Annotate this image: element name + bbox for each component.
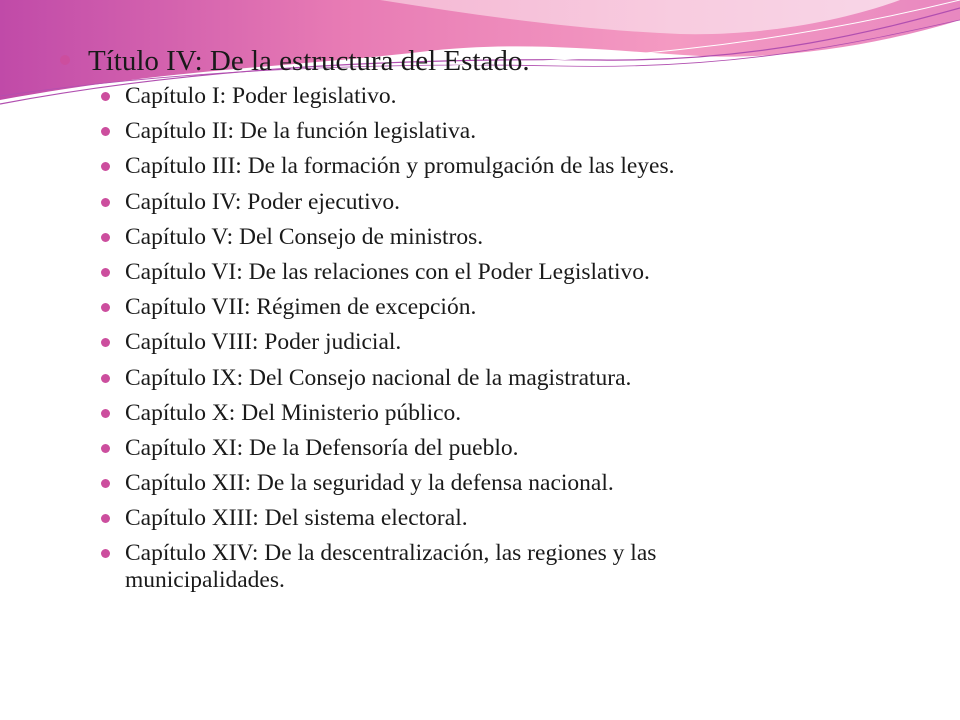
bullet-icon [101,479,110,488]
chapter-text: Capítulo IV: Poder ejecutivo. [125,188,400,215]
chapter-text: Capítulo XIV: De la descentralización, las regiones y las municipalidades. [125,540,657,594]
list-item [125,400,925,435]
chapter-text: Capítulo II: De la función legislativa. [125,118,477,145]
bullet-icon [101,198,110,207]
list-item [125,365,925,400]
list-item [125,540,815,594]
bullet-icon [60,55,70,65]
chapter-text: Capítulo VI: De las relaciones con el Poder Legislativo. [125,258,650,285]
chapter-text: Capítulo IX: Del Consejo nacional de la magistratura. [125,364,632,391]
list-item [125,435,925,470]
bullet-icon [101,514,110,523]
list-item [125,153,925,188]
slide-title-item [88,44,530,78]
list-item [125,259,925,294]
chapter-text: Capítulo VIII: Poder judicial. [125,329,402,356]
chapter-text: Capítulo V: Del Consejo de ministros. [125,223,484,250]
bullet-icon [101,92,110,101]
chapter-text: Capítulo I: Poder legislativo. [125,83,397,109]
list-item [125,505,925,540]
bullet-icon [101,409,110,418]
list-item [125,118,925,153]
chapter-text: Capítulo XI: De la Defensoría del pueblo. [125,434,519,461]
bullet-icon [101,268,110,277]
chapter-text: Capítulo VII: Régimen de excepción. [125,294,477,321]
chapter-text: Capítulo III: De la formación y promulgación de las leyes. [125,153,675,180]
list-item [125,189,925,224]
bullet-icon [101,338,110,347]
chapter-text: Capítulo XII: De la seguridad y la defensa nacional. [125,470,614,497]
bullet-icon [101,444,110,453]
bullet-icon [101,374,110,383]
bullet-icon [101,549,110,558]
bullet-icon [101,162,110,171]
bullet-icon [101,233,110,242]
bullet-icon [101,127,110,136]
slide-title: Título IV: De la estructura del Estado. [88,45,530,77]
chapter-text: Capítulo X: Del Ministerio público. [125,399,462,426]
list-item [125,294,925,329]
bullet-icon [101,303,110,312]
list-item [125,470,925,505]
list-item [125,329,925,364]
chapter-list [125,83,925,594]
chapter-text: Capítulo XIII: Del sistema electoral. [125,505,468,532]
list-item [125,83,925,118]
list-item [125,224,925,259]
